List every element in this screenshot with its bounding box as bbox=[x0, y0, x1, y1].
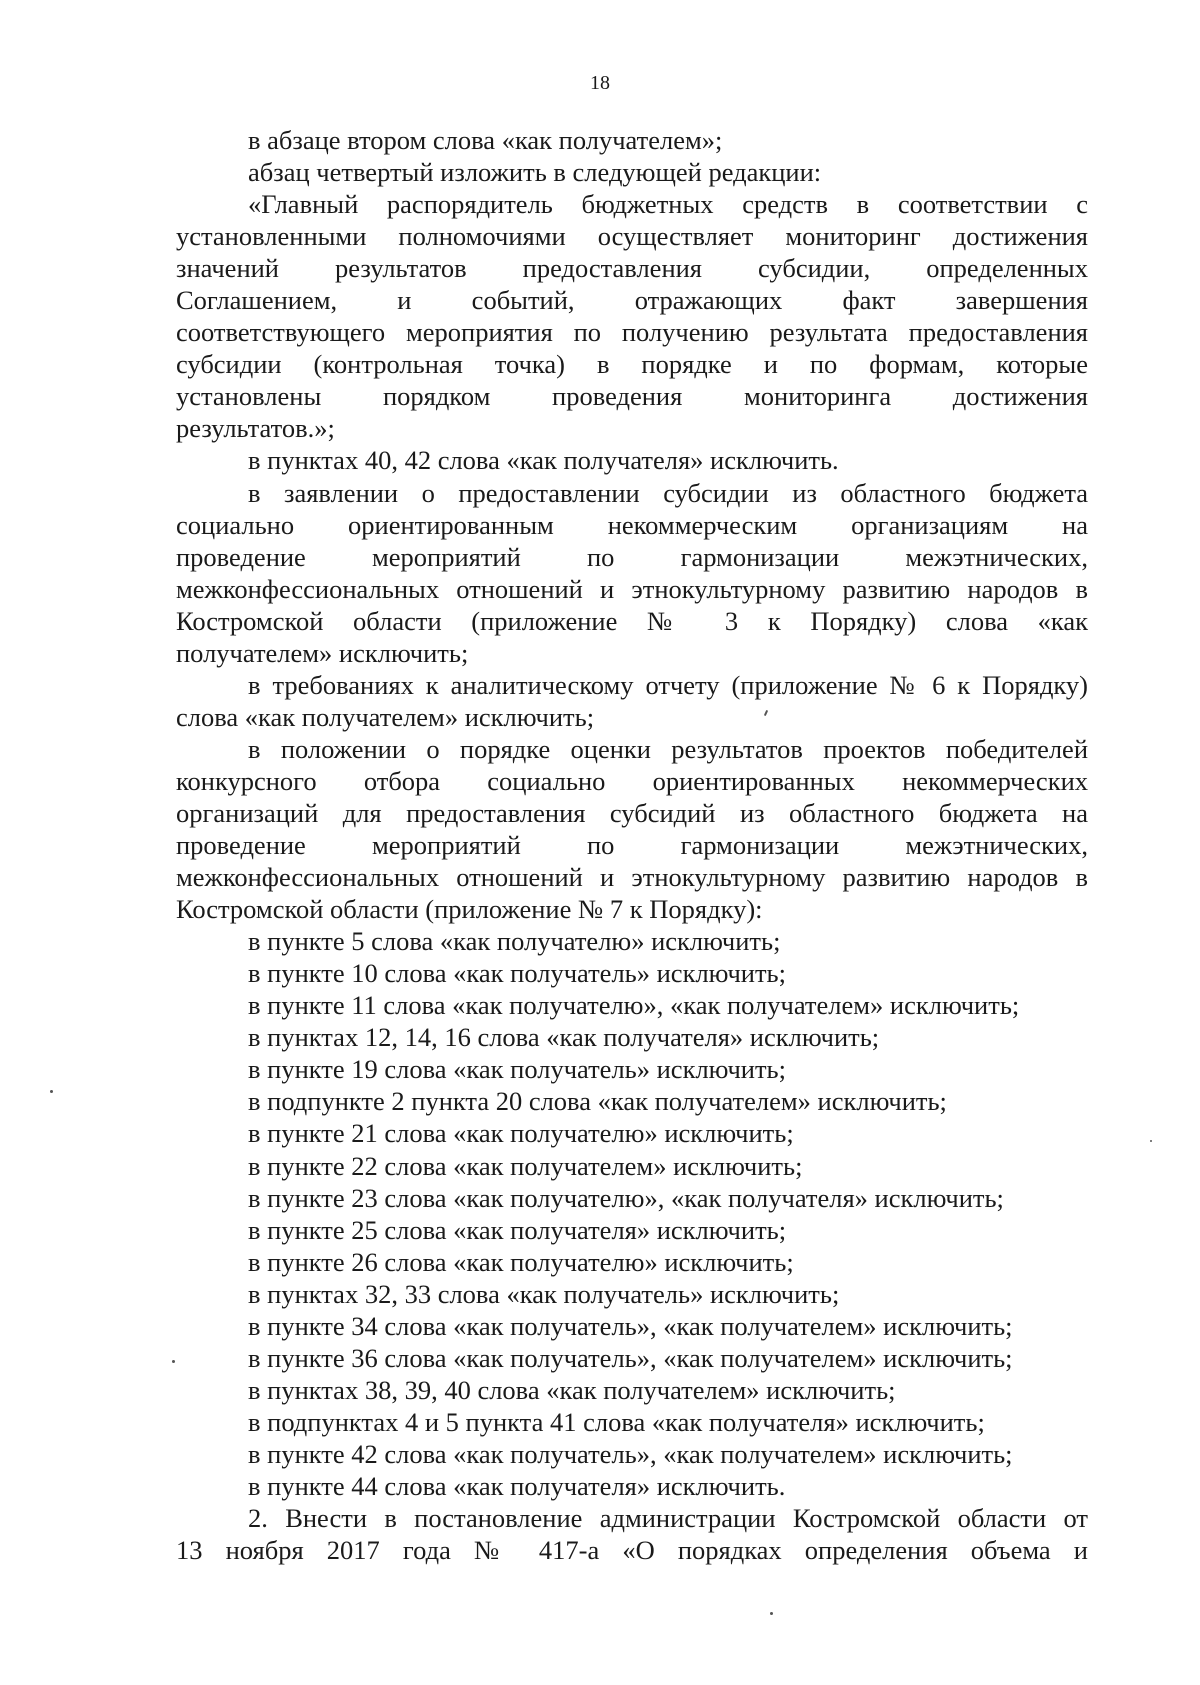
text-line: субсидии (контрольная точка) в порядке и по формам, которые bbox=[176, 349, 1088, 380]
text-line: в требованиях к аналитическому отчету (приложение № 6 к Порядку) bbox=[248, 669, 1088, 700]
scan-speck bbox=[770, 1612, 773, 1615]
text-line: проведение мероприятий по гармонизации межэтнических, bbox=[176, 541, 1088, 572]
text-line: в заявлении о предоставлении субсидии из областного бюджета bbox=[248, 477, 1088, 508]
text-line: 2. Внести в постановление администрации Костромской области от bbox=[248, 1503, 1088, 1534]
text-line: в пункте 25 слова «как получателя» исключить; bbox=[248, 1214, 787, 1245]
text-line: в пункте 19 слова «как получатель» исключить; bbox=[248, 1054, 786, 1085]
scan-speck bbox=[172, 1360, 175, 1363]
text-line: конкурсного отбора социально ориентированных некоммерческих bbox=[176, 765, 1088, 796]
text-line: межконфессиональных отношений и этнокультурному развитию народов в bbox=[176, 573, 1088, 604]
text-line: установлены порядком проведения мониторинга достижения bbox=[176, 381, 1088, 412]
text-line: результатов.»; bbox=[176, 413, 335, 444]
text-line: в пунктах 40, 42 слова «как получателя» исключить. bbox=[248, 445, 839, 476]
text-line: в пункте 5 слова «как получателю» исключить; bbox=[248, 926, 781, 957]
text-line: в абзаце втором слова «как получателем»; bbox=[248, 125, 723, 155]
text-line: абзац четвертый изложить в следующей редакции: bbox=[248, 157, 822, 188]
text-line: установленными полномочиями осуществляет мониторинг достижения bbox=[176, 221, 1088, 252]
text-line: в пунктах 32, 33 слова «как получатель» исключить; bbox=[248, 1278, 840, 1309]
text-line: межконфессиональных отношений и этнокультурному развитию народов в bbox=[176, 862, 1088, 893]
text-line: в подпунктах 4 и 5 пункта 41 слова «как получателя» исключить; bbox=[248, 1406, 985, 1437]
text-line: в положении о порядке оценки результатов проектов победителей bbox=[248, 733, 1088, 764]
text-line: в пункте 23 слова «как получателю», «как получателя» исключить; bbox=[248, 1182, 1004, 1213]
text-line: в пункте 36 слова «как получатель», «как получателем» исключить; bbox=[248, 1342, 1013, 1373]
text-line: Соглашением, и событий, отражающих факт завершения bbox=[176, 285, 1088, 316]
scan-speck bbox=[1150, 1140, 1152, 1142]
page-number: 18 bbox=[590, 72, 610, 94]
text-line: в пунктах 12, 14, 16 слова «как получателя» исключить; bbox=[248, 1022, 880, 1053]
text-line: Костромской области (приложение № 3 к Порядку) слова «как bbox=[176, 605, 1088, 636]
text-line: получателем» исключить; bbox=[176, 637, 469, 668]
text-line: в пункте 44 слова «как получателя» исключить. bbox=[248, 1470, 786, 1501]
text-line: 13 ноября 2017 года № 417-а «О порядках определения объема и bbox=[176, 1535, 1088, 1566]
text-line: в пункте 10 слова «как получатель» исключить; bbox=[248, 958, 786, 989]
text-line: социально ориентированным некоммерческим организациям на bbox=[176, 509, 1088, 540]
scan-speck bbox=[50, 1090, 53, 1093]
text-line: слова «как получателем» исключить; bbox=[176, 701, 595, 732]
text-line: соответствующего мероприятия по получению результата предоставления bbox=[176, 317, 1088, 348]
text-line: в подпункте 2 пункта 20 слова «как получателем» исключить; bbox=[248, 1086, 947, 1117]
text-line: в пунктах 38, 39, 40 слова «как получателем» исключить; bbox=[248, 1374, 896, 1405]
text-line: в пункте 42 слова «как получатель», «как получателем» исключить; bbox=[248, 1438, 1013, 1469]
text-line: в пункте 26 слова «как получателю» исключить; bbox=[248, 1246, 794, 1277]
text-line: проведение мероприятий по гармонизации межэтнических, bbox=[176, 830, 1088, 861]
text-line: в пункте 34 слова «как получатель», «как получателем» исключить; bbox=[248, 1310, 1013, 1341]
text-line: «Главный распорядитель бюджетных средств в соответствии с bbox=[248, 189, 1088, 220]
text-line: в пункте 22 слова «как получателем» исключить; bbox=[248, 1150, 803, 1181]
text-line: организаций для предоставления субсидий из областного бюджета на bbox=[176, 797, 1088, 828]
document-body bbox=[176, 124, 1088, 1566]
text-line: Костромской области (приложение № 7 к Порядку): bbox=[176, 894, 763, 925]
text-line: в пункте 21 слова «как получателю» исключить; bbox=[248, 1118, 794, 1149]
text-line: в пункте 11 слова «как получателю», «как получателем» исключить; bbox=[248, 990, 1020, 1021]
text-line: значений результатов предоставления субсидии, определенных bbox=[176, 253, 1088, 284]
